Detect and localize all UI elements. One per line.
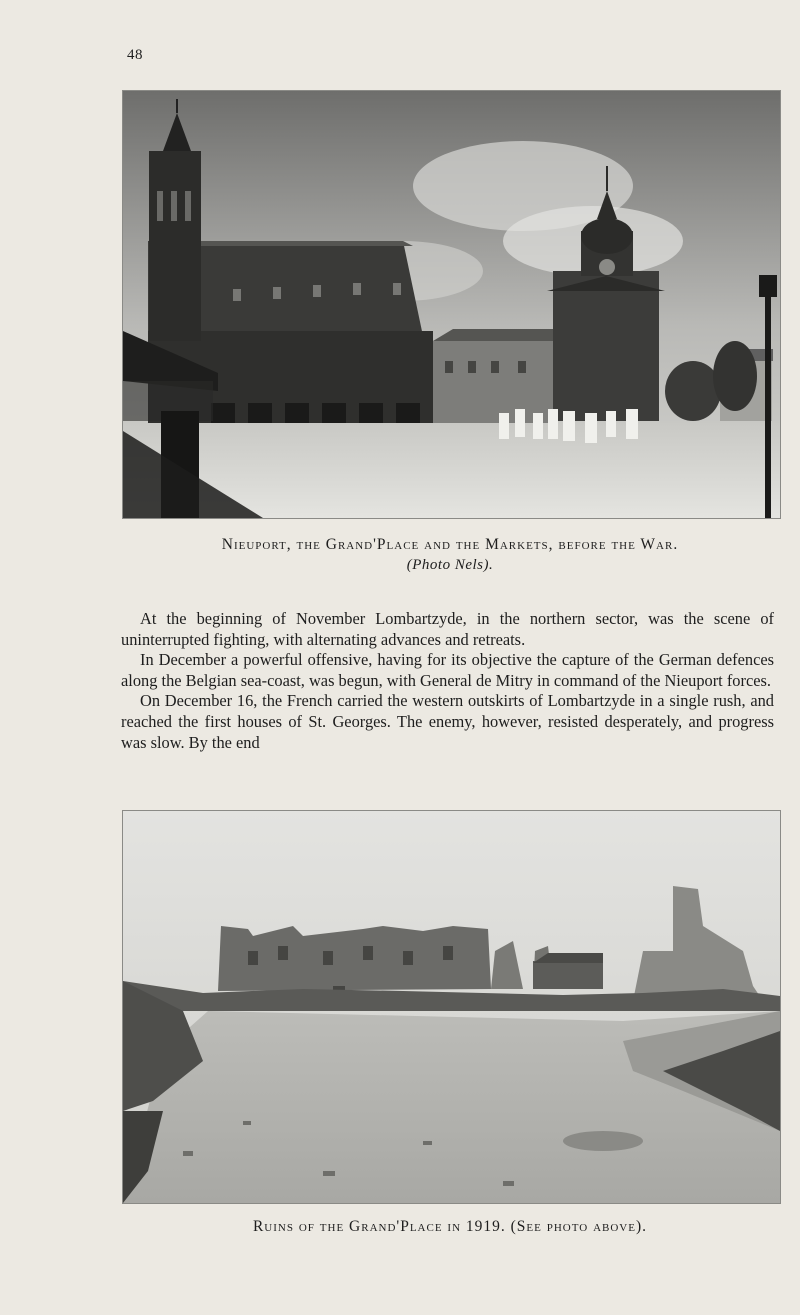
paragraph: On December 16, the French carried the western outskirts of Lombartzyde in a single rush, and reached the first houses of St. Georges. The enemy, however, resisted desperately, and progress was slow. By the end <box>121 691 774 752</box>
page-number: 48 <box>127 47 143 63</box>
photo-credit: (Photo Nels). <box>406 557 494 573</box>
paragraph: In December a powerful offensive, having for its objective the capture of the German defences along the Belgian sea-coast, was begun, with General de Mitry in command of the Nieuport forces. <box>121 650 774 690</box>
paragraph: At the beginning of November Lombartzyde, in the northern sector, was the scene of uninterrupted fighting, with alternating advances and retreats. <box>121 609 774 649</box>
photo-ruins-1919 <box>122 810 781 1204</box>
figure-caption: Nieuport, the Grand'Place and the Markets, before the War. <box>221 536 679 553</box>
figure-caption: Ruins of the Grand'Place in 1919. (See photo above). <box>252 1218 648 1235</box>
photo-grand-place-before-war <box>122 90 781 519</box>
body-text <box>121 609 774 753</box>
